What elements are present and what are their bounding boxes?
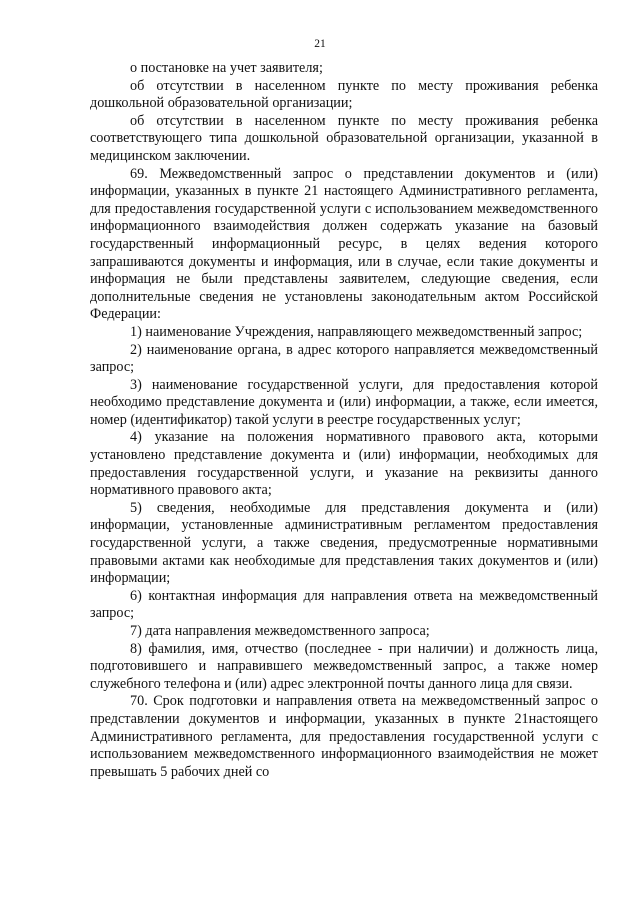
- list-item: 4) указание на положения нормативного правового акта, которыми установлено представление документа и (или) информации, необходимых для предоставления государственной услуги, и указание на реквизиты данного нормативного правового акта;: [90, 429, 598, 499]
- paragraph: об отсутствии в населенном пункте по месту проживания ребенка соответствующего типа дошкольной образовательной организации, указанной в медицинском заключении.: [90, 112, 598, 164]
- list-item: 8) фамилия, имя, отчество (последнее - при наличии) и должность лица, подготовившего и направившего межведомственный запрос, а также номер служебного телефона и (или) адрес электронной почты данного лица для связи.: [90, 640, 598, 692]
- list-item: 2) наименование органа, в адрес которого направляется межведомственный запрос;: [90, 341, 598, 376]
- paragraph: о постановке на учет заявителя;: [130, 60, 323, 76]
- paragraph: об отсутствии в населенном пункте по месту проживания ребенка дошкольной образовательной организации;: [90, 77, 598, 112]
- list-item: 3) наименование государственной услуги, для предоставления которой необходимо представление документа и (или) информации, а также, если имеется, номер (идентификатор) такой услуги в реестре государственных услуг;: [90, 376, 598, 428]
- page-number: 21: [314, 38, 326, 50]
- paragraph: 70. Срок подготовки и направления ответа на межведомственный запрос о представлении документов и информации, указанных в пункте 21настоящего Административного регламента, для предоставления государственной услуги с использованием межведомственного информационного взаимодействия не может превышать 5 рабочих дней со: [90, 693, 598, 780]
- document-body: [90, 60, 598, 781]
- list-item: 7) дата направления межведомственного запроса;: [130, 623, 430, 639]
- paragraph: 69. Межведомственный запрос о представлении документов и (или) информации, указанных в пункте 21 настоящего Административного регламента, для предоставления государственной услуги с использованием межведомственного информационного взаимодействия должен содержать указание на базовый государственный информационный ресурс, в целях ведения которого запрашиваются документы и информация, или в случае, если такие документы и информация не были представлены заявителем, следующие сведения, если дополнительные сведения не установлены законодательным актом Российской Федерации:: [90, 165, 598, 323]
- list-item: 6) контактная информация для направления ответа на межведомственный запрос;: [90, 587, 598, 622]
- list-item: 5) сведения, необходимые для представления документа и (или) информации, установленные административным регламентом предоставления государственной услуги, а также сведения, предусмотренные нормативными правовыми актами как необходимые для представления таких документов и (или) информации;: [90, 499, 598, 587]
- list-item: 1) наименование Учреждения, направляющего межведомственный запрос;: [130, 323, 583, 340]
